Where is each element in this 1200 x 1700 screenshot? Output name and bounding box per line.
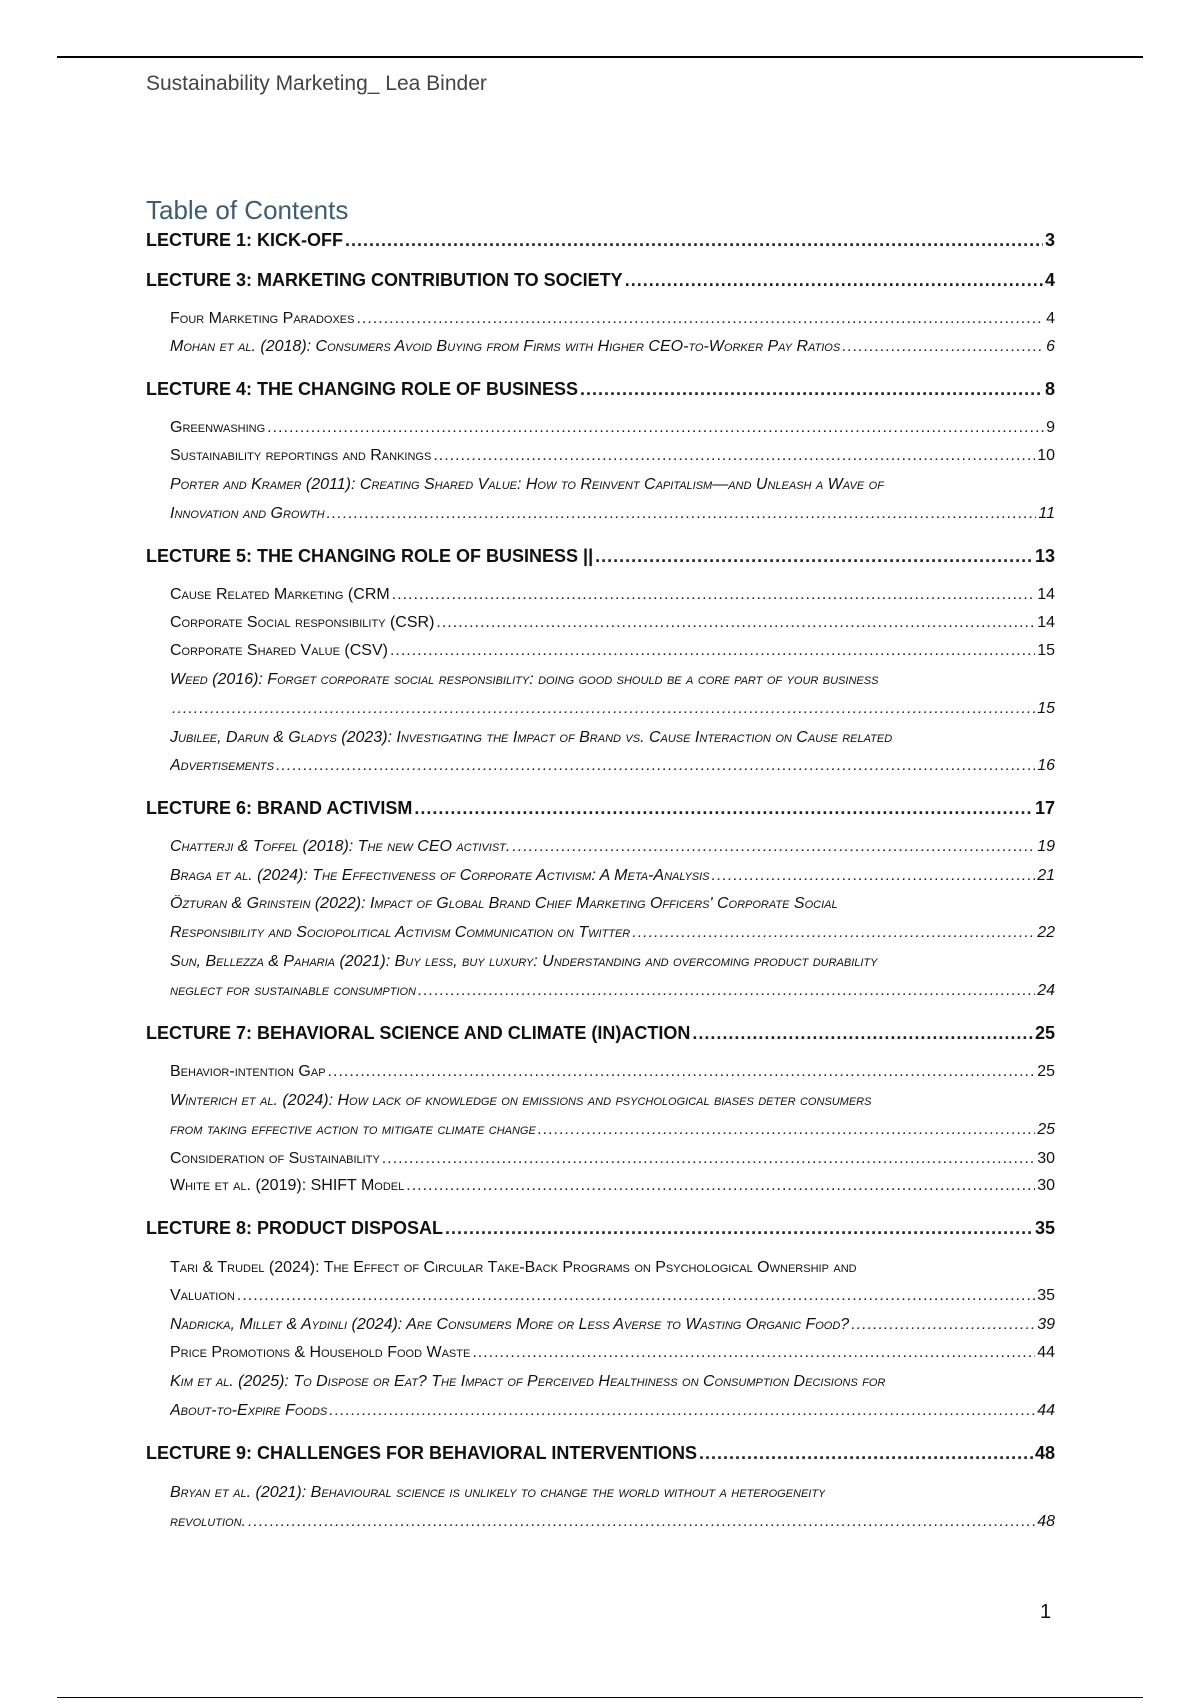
- toc-subsection-title: Advertisements: [170, 757, 274, 774]
- toc-page-number: 15: [1037, 700, 1055, 717]
- toc-subsection[interactable]: [170, 1177, 1055, 1195]
- dot-leader: [436, 614, 1035, 632]
- toc-section-title: LECTURE 6: BRAND ACTIVISM: [146, 798, 413, 818]
- toc-page-number: 30: [1037, 1177, 1055, 1194]
- dot-leader: [625, 270, 1043, 291]
- toc-subsection-title-line[interactable]: Weed (2016): Forget corporate social responsibility: doing good should be a core part of your business: [170, 671, 879, 688]
- toc-title: Table of Contents: [146, 195, 349, 225]
- dot-leader: [580, 379, 1043, 400]
- toc-page-number: 16: [1037, 757, 1055, 774]
- dot-leader: [445, 1218, 1033, 1239]
- toc-subsection-title-line[interactable]: Tari & Trudel (2024): The Effect of Circular Take-Back Programs on Psychological Ownership and: [170, 1259, 857, 1276]
- toc-section[interactable]: [146, 230, 1055, 251]
- footer-rule: [57, 1697, 1143, 1698]
- toc-subsection-title: Behavior-intention Gap: [170, 1063, 326, 1080]
- toc-page-number: 15: [1037, 642, 1055, 659]
- toc-page-number: 24: [1037, 982, 1055, 999]
- toc-page-number: 3: [1044, 230, 1055, 250]
- toc-page-number: 11: [1038, 505, 1055, 522]
- toc-section[interactable]: [146, 1443, 1055, 1464]
- toc-subsection-title: Mohan et al. (2018): Consumers Avoid Buying from Firms with Higher CEO-to-Worker Pay Ratios: [170, 338, 841, 355]
- toc-subsection[interactable]: [170, 838, 1055, 856]
- toc-subsection[interactable]: [170, 1287, 1055, 1305]
- dot-leader: [433, 447, 1035, 465]
- toc-subsection-title: Chatterji & Toffel (2018): The new CEO activist.: [170, 838, 511, 855]
- toc-page-number: 9: [1046, 419, 1055, 436]
- toc-page-number: 13: [1034, 546, 1055, 566]
- dot-leader: [699, 1443, 1033, 1464]
- dot-leader: [276, 757, 1035, 775]
- dot-leader: [392, 586, 1036, 604]
- dot-leader: [345, 230, 1043, 251]
- page-number: 1: [1040, 1601, 1052, 1623]
- toc-page-number: 17: [1034, 798, 1055, 818]
- toc-subsection-title: Sustainability reportings and Rankings: [170, 447, 432, 464]
- toc-subsection-title-line[interactable]: Sun, Bellezza & Paharia (2021): Buy less, buy luxury: Understanding and overcoming product durability: [170, 953, 878, 970]
- toc-page-number: 8: [1044, 379, 1055, 399]
- toc-page-number: 25: [1034, 1023, 1055, 1043]
- toc-page-number: 22: [1037, 924, 1055, 941]
- toc-page-number: 35: [1037, 1287, 1055, 1304]
- toc-page-number: 30: [1037, 1150, 1055, 1167]
- toc-section-title: LECTURE 4: THE CHANGING ROLE OF BUSINESS: [146, 379, 579, 399]
- toc-subsection[interactable]: [170, 1344, 1055, 1362]
- dot-leader: [851, 1316, 1035, 1334]
- toc-page-number: 25: [1037, 1121, 1055, 1138]
- dot-leader: [327, 505, 1037, 523]
- toc-subsection-title: revolution.: [170, 1513, 246, 1530]
- dot-leader: [692, 1023, 1033, 1044]
- toc-subsection-title: Four Marketing Paradoxes: [170, 310, 355, 327]
- toc-subsection-title-line[interactable]: Özturan & Grinstein (2022): Impact of Global Brand Chief Marketing Officers' Corporate Social: [170, 895, 838, 912]
- toc-subsection-title: Responsibility and Sociopolitical Activism Communication on Twitter: [170, 924, 631, 941]
- toc-page-number: 44: [1037, 1344, 1055, 1361]
- toc-subsection[interactable]: [170, 586, 1055, 604]
- running-header: Sustainability Marketing_ Lea Binder: [146, 72, 487, 95]
- toc-section[interactable]: [146, 379, 1055, 400]
- toc-section[interactable]: [146, 270, 1055, 291]
- toc-subsection[interactable]: [170, 757, 1055, 775]
- dot-leader: [267, 419, 1044, 437]
- dot-leader: [414, 798, 1033, 819]
- toc-subsection-title: Consideration of Sustainability: [170, 1150, 380, 1167]
- toc-subsection-title: Nadricka, Millet & Aydinli (2024): Are Consumers More or Less Averse to Wasting Organic Food?: [170, 1316, 850, 1333]
- dot-leader: [418, 982, 1035, 1000]
- toc-subsection[interactable]: [170, 1121, 1055, 1139]
- toc-subsection-title-line[interactable]: Winterich et al. (2024): How lack of knowledge on emissions and psychological biases deter consumers: [170, 1092, 872, 1109]
- toc-subsection[interactable]: [170, 1063, 1055, 1081]
- toc-page-number: 35: [1034, 1218, 1055, 1238]
- toc-subsection-title: Valuation: [170, 1287, 235, 1304]
- dot-leader: [406, 1177, 1035, 1195]
- toc-subsection-title: from taking effective action to mitigate climate change: [170, 1121, 536, 1138]
- toc-subsection[interactable]: [170, 1316, 1055, 1334]
- toc-page-number: 4: [1044, 270, 1055, 290]
- dot-leader: [632, 924, 1035, 942]
- toc-section-title: LECTURE 8: PRODUCT DISPOSAL: [146, 1218, 444, 1238]
- dot-leader: [538, 1121, 1035, 1139]
- dot-leader: [472, 1344, 1035, 1362]
- toc-page-number: 48: [1037, 1513, 1055, 1530]
- dot-leader: [356, 310, 1044, 328]
- toc-page-number: 48: [1034, 1443, 1055, 1463]
- toc-subsection-title: Innovation and Growth: [170, 505, 325, 522]
- toc-section[interactable]: [146, 798, 1055, 819]
- toc-subsection[interactable]: [170, 338, 1055, 356]
- toc-subsection-title: Corporate Social responsibility (CSR): [170, 614, 435, 631]
- toc-page-number: 14: [1037, 586, 1055, 603]
- toc-page-number: 39: [1037, 1316, 1055, 1333]
- toc-subsection-title: neglect for sustainable consumption: [170, 982, 416, 999]
- toc-section[interactable]: [146, 1023, 1055, 1044]
- toc-subsection[interactable]: [170, 419, 1055, 437]
- toc-subsection[interactable]: [170, 1402, 1055, 1420]
- toc-subsection-title: Greenwashing: [170, 419, 266, 436]
- toc-subsection-title: About-to-Expire Foods: [170, 1402, 328, 1419]
- dot-leader: [328, 1063, 1036, 1081]
- toc-page-number: 10: [1037, 447, 1055, 464]
- toc-subsection[interactable]: [170, 614, 1055, 632]
- dot-leader: [237, 1287, 1035, 1305]
- toc-subsection[interactable]: [170, 447, 1055, 465]
- dot-leader: [512, 838, 1035, 856]
- dot-leader: [595, 546, 1033, 567]
- dot-leader: [248, 1513, 1035, 1531]
- toc-page-number: 14: [1037, 614, 1055, 631]
- toc-subsection-title-line[interactable]: Jubilee, Darun & Gladys (2023): Investigating the Impact of Brand vs. Cause Interaction on Cause related: [170, 729, 893, 746]
- dot-leader: [712, 867, 1036, 885]
- toc-section-title: LECTURE 1: KICK-OFF: [146, 230, 343, 250]
- toc-subsection-title-line[interactable]: Porter and Kramer (2011): Creating Shared Value: How to Reinvent Capitalism—and Unleash a Wave of: [170, 476, 884, 493]
- dot-leader: [329, 1402, 1035, 1420]
- toc-subsection-title: Cause Related Marketing (CRM: [170, 586, 390, 603]
- toc-section-title: LECTURE 3: MARKETING CONTRIBUTION TO SOCIETY: [146, 270, 623, 290]
- dot-leader: [390, 642, 1035, 660]
- toc-section-title: LECTURE 7: BEHAVIORAL SCIENCE AND CLIMATE (IN)ACTION: [146, 1023, 691, 1043]
- toc-subsection-title: White et al. (2019): SHIFT Model: [170, 1177, 405, 1194]
- toc-subsection[interactable]: [170, 505, 1055, 523]
- toc-section-title: LECTURE 5: THE CHANGING ROLE OF BUSINESS ||: [146, 546, 594, 566]
- toc-subsection[interactable]: [170, 982, 1055, 1000]
- dot-leader: [842, 338, 1044, 356]
- toc-page-number: 4: [1046, 310, 1055, 327]
- toc-subsection[interactable]: [170, 310, 1055, 328]
- toc-section[interactable]: [146, 1218, 1055, 1239]
- toc-section-title: LECTURE 9: CHALLENGES FOR BEHAVIORAL INTERVENTIONS: [146, 1443, 698, 1463]
- toc-page-number: 19: [1037, 838, 1055, 855]
- toc-subsection[interactable]: [170, 642, 1055, 660]
- toc-page-number: 6: [1046, 338, 1055, 355]
- toc-subsection-title: Corporate Shared Value (CSV): [170, 642, 388, 659]
- toc-page-number: 21: [1037, 867, 1055, 884]
- toc-subsection-title-line[interactable]: Kim et al. (2025): To Dispose or Eat? The Impact of Perceived Healthiness on Consumption Decisions for: [170, 1373, 886, 1390]
- toc-subsection-title: Price Promotions & Household Food Waste: [170, 1344, 471, 1361]
- toc-subsection[interactable]: [170, 867, 1055, 885]
- toc-subsection-title-line[interactable]: Bryan et al. (2021): Behavioural science is unlikely to change the world without a heterogeneity: [170, 1484, 826, 1501]
- toc-page-number: 44: [1037, 1402, 1055, 1419]
- toc-subsection[interactable]: [170, 1150, 1055, 1168]
- toc-page-number: 25: [1037, 1063, 1055, 1080]
- toc-section[interactable]: [146, 546, 1055, 567]
- toc-subsection-title: Braga et al. (2024): The Effectiveness of Corporate Activism: A Meta-Analysis: [170, 867, 710, 884]
- dot-leader: [382, 1150, 1035, 1168]
- header-rule: [57, 56, 1143, 58]
- dot-leader: [172, 700, 1035, 718]
- toc-subsection[interactable]: [170, 700, 1055, 718]
- toc-subsection[interactable]: [170, 924, 1055, 942]
- toc-subsection[interactable]: [170, 1513, 1055, 1531]
